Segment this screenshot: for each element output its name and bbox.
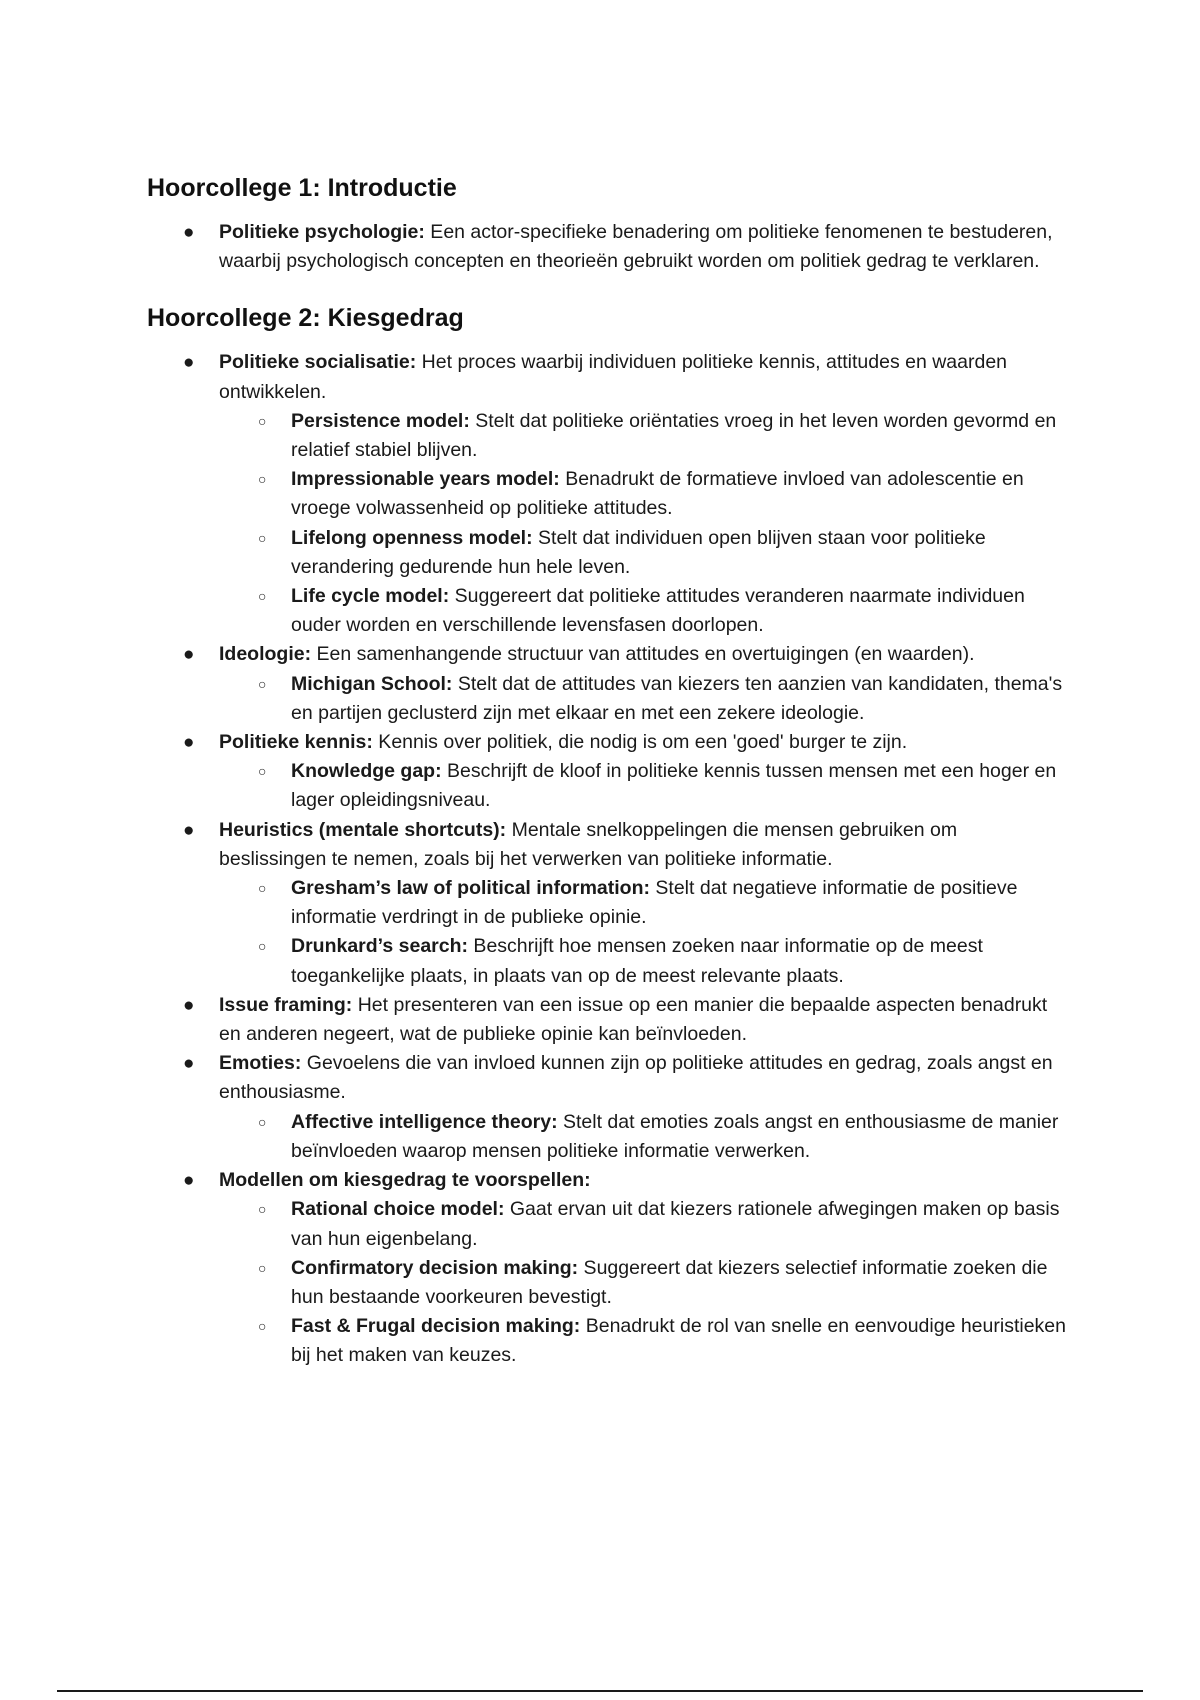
sub-bullet-list xyxy=(219,1195,1067,1370)
hollow-bullet-icon: ○ xyxy=(258,1113,267,1130)
term-label: Issue framing: xyxy=(219,993,353,1016)
list-item xyxy=(183,1166,1067,1370)
filled-bullet-icon: ● xyxy=(183,1053,195,1075)
list-item xyxy=(183,218,1067,276)
sub-term-label: Drunkard’s search: xyxy=(291,935,469,958)
sub-list-item xyxy=(258,1195,1067,1253)
list-item xyxy=(183,640,1067,728)
filled-bullet-icon: ● xyxy=(183,222,195,243)
sub-term-definition: Benadrukt de rol van snelle en eenvoudige heuristieken bij het maken van keuzes. xyxy=(291,1315,1066,1367)
hollow-bullet-icon: ○ xyxy=(258,529,267,546)
filled-bullet-icon: ● xyxy=(183,994,195,1016)
sub-term-label: Lifelong openness model: xyxy=(291,526,533,549)
term-definition: Mentale snelkoppelingen die mensen gebruiken om beslissingen te nemen, zoals bij het verwerken van politieke informatie. xyxy=(219,818,958,870)
bullet-list xyxy=(147,348,1067,1370)
sub-list-item xyxy=(258,524,1067,582)
term-label: Politieke kennis: xyxy=(219,731,373,754)
hollow-bullet-icon: ○ xyxy=(258,471,267,488)
sub-term-definition: Stelt dat de attitudes van kiezers ten aanzien van kandidaten, thema's en partijen geclusterd zijn met elkaar en met een zekere ideologie. xyxy=(291,672,1063,724)
sub-bullet-list xyxy=(219,874,1067,991)
term-label: Heuristics (mentale shortcuts): xyxy=(219,818,507,841)
sub-term-label: Life cycle model: xyxy=(291,585,450,608)
term-label: Politieke psychologie: xyxy=(219,221,425,243)
sub-list-item xyxy=(258,932,1067,990)
sub-list-item xyxy=(258,1312,1067,1370)
term-definition: Een actor-specifieke benadering om politieke fenomenen te bestuderen, waarbij psychologisch concepten en theorieën gebruikt worden om politiek gedrag te verklaren. xyxy=(219,221,1053,273)
hollow-bullet-icon: ○ xyxy=(258,412,267,429)
sub-term-label: Knowledge gap: xyxy=(291,760,442,783)
hollow-bullet-icon: ○ xyxy=(258,1201,267,1218)
document-content xyxy=(147,172,1067,1371)
term-definition: Gevoelens die van invloed kunnen zijn op politieke attitudes en gedrag, zoals angst en enthousiasme. xyxy=(219,1052,1053,1104)
sub-list-item xyxy=(258,670,1067,728)
term-definition: Het presenteren van een issue op een manier die bepaalde aspecten benadrukt en anderen negeert, wat de publieke opinie kan beïnvloeden. xyxy=(219,993,1048,1046)
term-label: Emoties: xyxy=(219,1052,302,1075)
sub-list-item xyxy=(258,582,1067,640)
list-item xyxy=(183,348,1067,640)
sub-bullet-list xyxy=(219,1108,1067,1166)
filled-bullet-icon: ● xyxy=(183,1170,195,1192)
sub-term-label: Rational choice model: xyxy=(291,1198,505,1221)
hollow-bullet-icon: ○ xyxy=(258,675,267,692)
sub-bullet-list xyxy=(219,407,1067,641)
list-item xyxy=(183,1049,1067,1166)
sub-term-definition: Stelt dat negatieve informatie de positieve informatie verdringt in de publieke opinie. xyxy=(291,877,1018,929)
sub-term-definition: Benadrukt de formatieve invloed van adolescentie en vroege volwassenheid op politieke attitudes. xyxy=(291,468,1024,520)
hollow-bullet-icon: ○ xyxy=(258,1259,267,1276)
sub-term-definition: Stelt dat politieke oriëntaties vroeg in het leven worden gevormd en relatief stabiel blijven. xyxy=(291,409,1057,462)
term-definition: Het proces waarbij individuen politieke kennis, attitudes en waarden ontwikkelen. xyxy=(219,351,1008,403)
section-heading: Hoorcollege 1: Introductie xyxy=(147,174,457,202)
term-label: Ideologie: xyxy=(219,643,312,666)
term-definition: Kennis over politiek, die nodig is om een 'goed' burger te zijn. xyxy=(372,731,908,754)
sub-term-label: Affective intelligence theory: xyxy=(291,1110,558,1133)
sub-term-label: Michigan School: xyxy=(291,672,453,695)
sub-bullet-list xyxy=(219,670,1067,728)
sub-term-definition: Suggereert dat politieke attitudes veranderen naarmate individuen ouder worden en verschillende levensfasen doorlopen. xyxy=(291,585,1025,637)
footer-divider xyxy=(57,1690,1143,1692)
sub-term-label: Fast & Frugal decision making: xyxy=(291,1315,581,1338)
sub-term-definition: Beschrijft de kloof in politieke kennis tussen mensen met een hoger en lager opleidingsniveau. xyxy=(291,760,1057,812)
bullet-list xyxy=(147,218,1067,276)
term-label: Politieke socialisatie: xyxy=(219,351,417,374)
sub-list-item xyxy=(258,465,1067,523)
hollow-bullet-icon: ○ xyxy=(258,1318,267,1335)
sub-term-label: Confirmatory decision making: xyxy=(291,1256,579,1279)
sub-term-label: Gresham’s law of political information: xyxy=(291,877,650,900)
filled-bullet-icon: ● xyxy=(183,732,195,754)
sub-list-item xyxy=(258,874,1067,932)
sub-term-definition: Gaat ervan uit dat kiezers rationele afwegingen maken op basis van hun eigenbelang. xyxy=(291,1198,1060,1250)
sub-bullet-list xyxy=(219,757,1067,815)
list-item xyxy=(183,728,1067,816)
filled-bullet-icon: ● xyxy=(183,644,195,666)
sub-list-item xyxy=(258,757,1067,815)
sub-term-label: Impressionable years model: xyxy=(291,468,560,491)
hollow-bullet-icon: ○ xyxy=(258,938,267,955)
term-label: Modellen om kiesgedrag te voorspellen: xyxy=(219,1169,591,1192)
hollow-bullet-icon: ○ xyxy=(258,763,267,780)
sub-list-item xyxy=(258,407,1067,465)
hollow-bullet-icon: ○ xyxy=(258,880,267,897)
sub-list-item xyxy=(258,1108,1067,1166)
sub-term-definition: Suggereert dat kiezers selectief informatie zoeken die hun bestaande voorkeuren bevestigt. xyxy=(291,1256,1048,1308)
hollow-bullet-icon: ○ xyxy=(258,588,267,605)
sub-term-definition: Stelt dat emoties zoals angst en enthousiasme de manier beïnvloeden waarop mensen politieke informatie verwerken. xyxy=(291,1110,1059,1162)
filled-bullet-icon: ● xyxy=(183,819,195,841)
list-item xyxy=(183,991,1067,1049)
sub-term-label: Persistence model: xyxy=(291,409,470,432)
term-definition: Een samenhangende structuur van attitudes en overtuigingen (en waarden). xyxy=(311,643,975,666)
sub-term-definition: Beschrijft hoe mensen zoeken naar informatie op de meest toegankelijke plaats, in plaats van op de meest relevante plaats. xyxy=(291,935,983,987)
sub-term-definition: Stelt dat individuen open blijven staan voor politieke verandering gedurende hun hele leven. xyxy=(291,526,986,578)
filled-bullet-icon: ● xyxy=(183,352,195,374)
section-heading: Hoorcollege 2: Kiesgedrag xyxy=(147,304,464,333)
list-item xyxy=(183,816,1067,991)
sub-list-item xyxy=(258,1254,1067,1312)
